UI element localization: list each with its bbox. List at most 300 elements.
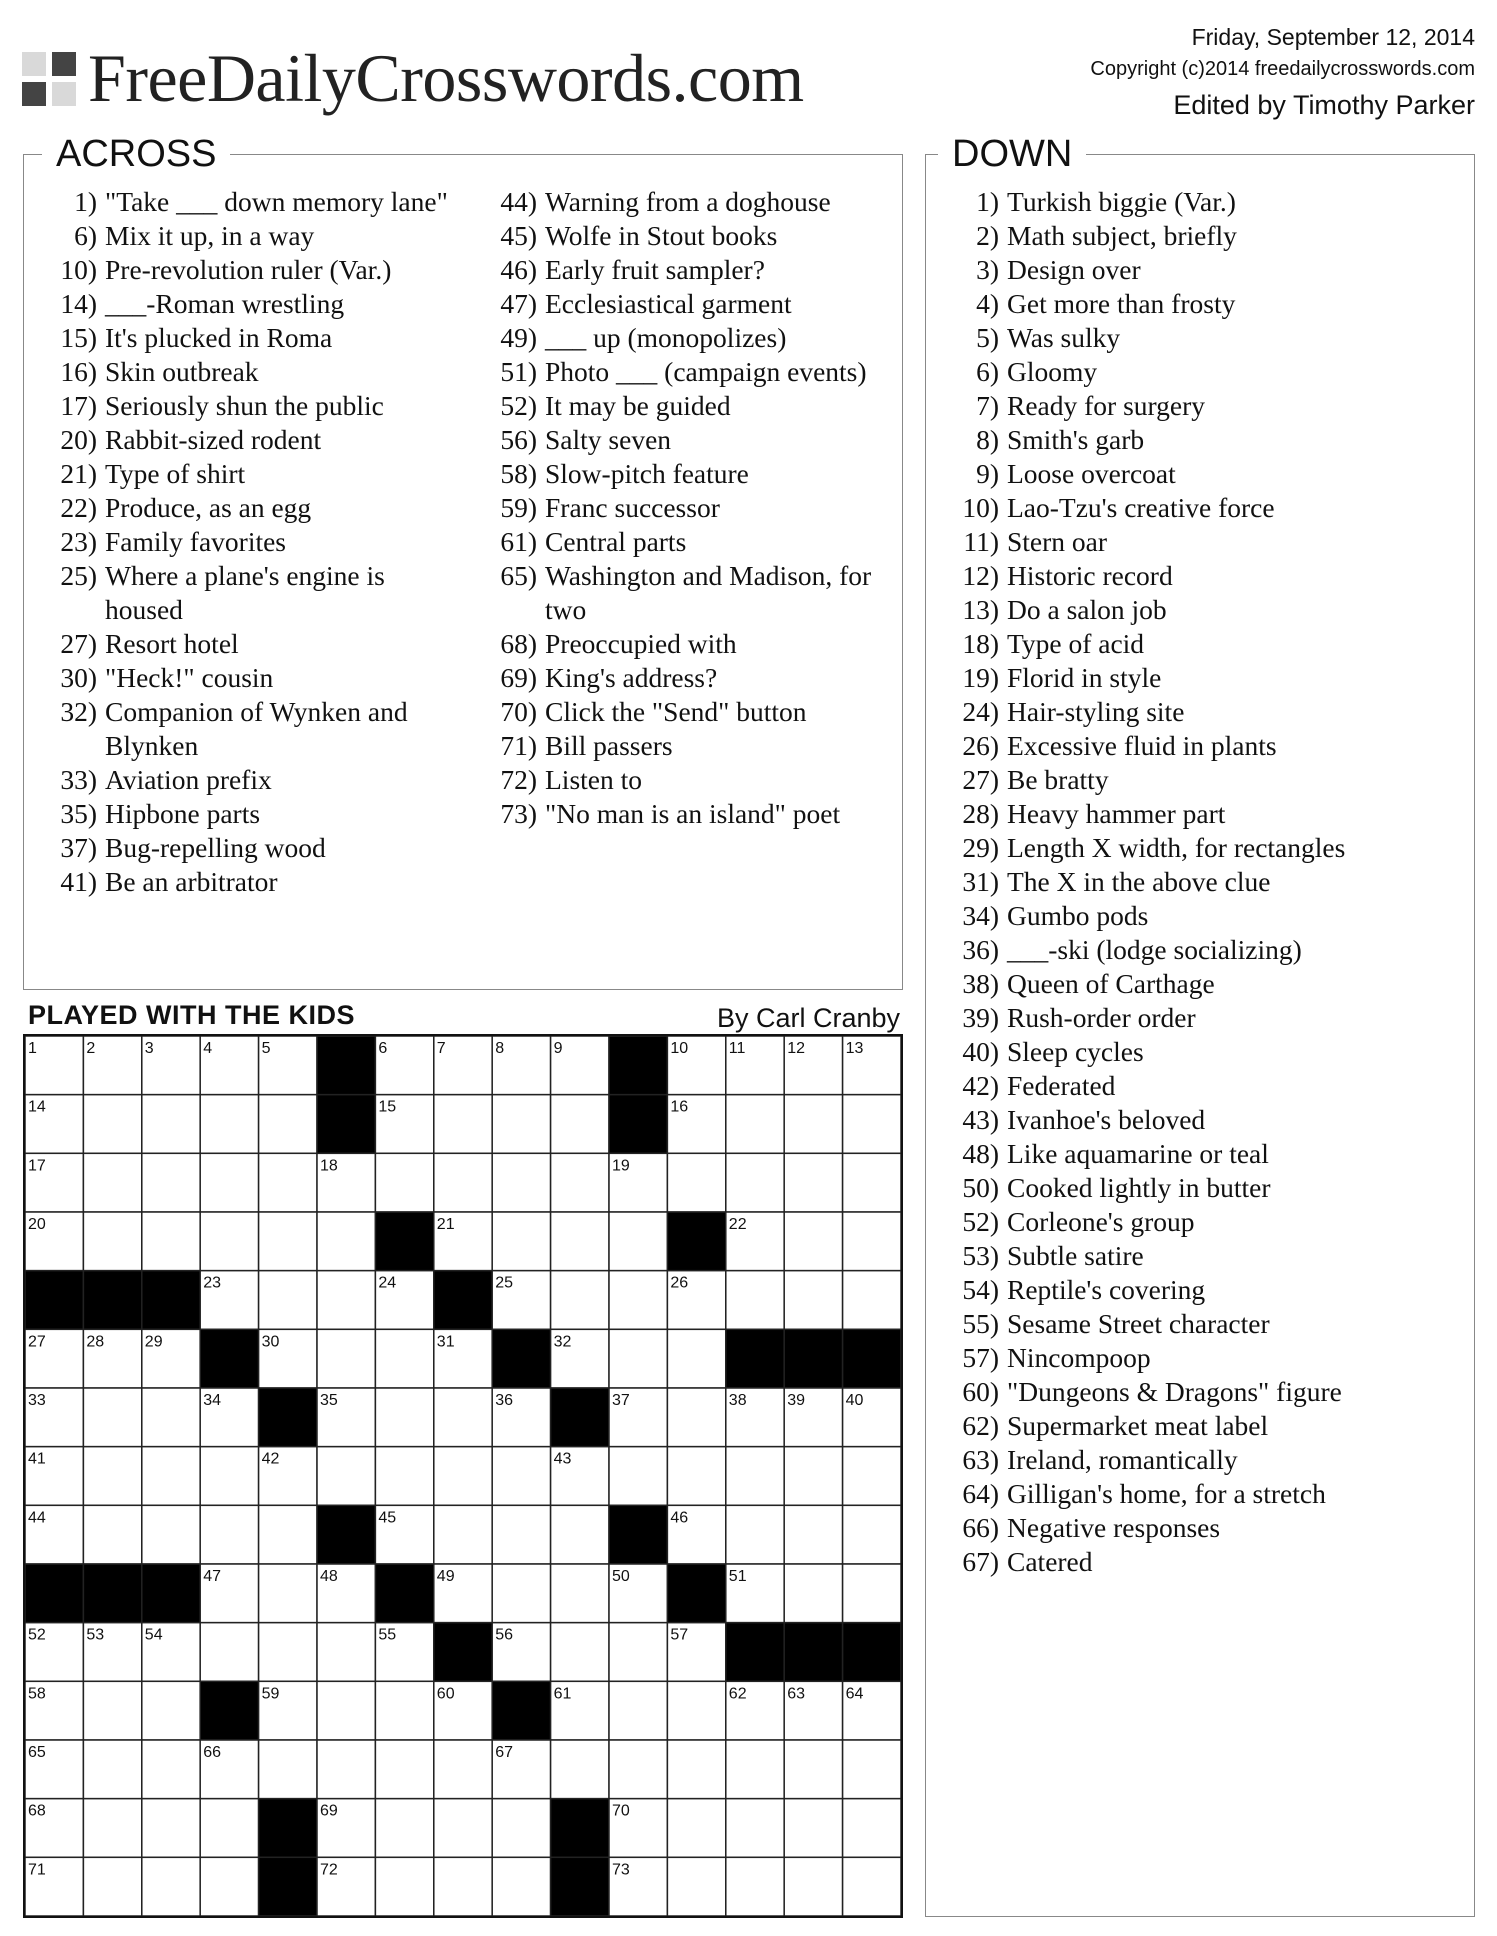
grid-cell[interactable]	[142, 1799, 200, 1858]
clue-number: 24)	[962, 696, 999, 727]
grid-cell[interactable]	[375, 1153, 433, 1212]
clue-number: 55)	[962, 1308, 999, 1339]
down-clue	[926, 525, 1471, 559]
black-square	[375, 1564, 433, 1623]
grid-cell[interactable]	[667, 1681, 725, 1740]
across-clue	[464, 287, 904, 321]
grid-cell[interactable]	[142, 1505, 200, 1564]
clue-number: 68)	[500, 628, 537, 659]
grid-cell[interactable]	[667, 1740, 725, 1799]
clue-text: Sesame Street character	[1007, 1308, 1270, 1339]
clue-number: 57)	[962, 1342, 999, 1373]
down-clue	[926, 1307, 1471, 1341]
cell-number: 43	[553, 1450, 572, 1468]
grid-cell[interactable]	[843, 1857, 901, 1916]
cell-number: 58	[28, 1685, 46, 1703]
clue-number: 69)	[500, 662, 537, 693]
grid-cell[interactable]	[317, 1329, 375, 1388]
puzzle-date: Friday, September 12, 2014	[1191, 24, 1475, 50]
clue-number: 2)	[976, 220, 999, 251]
grid-cell[interactable]	[434, 1388, 492, 1447]
clue-number: 33)	[60, 764, 97, 795]
cell-number: 36	[495, 1392, 513, 1409]
clue-number: 19)	[962, 662, 999, 693]
clue-number: 37)	[60, 832, 97, 863]
cell-number: 29	[144, 1333, 163, 1351]
clue-text: Federated	[1007, 1070, 1116, 1101]
black-square	[843, 1623, 901, 1682]
across-clue	[464, 797, 904, 831]
site-logo-icon	[22, 48, 82, 108]
across-clue	[24, 389, 464, 423]
editor-credit: Edited by Timothy Parker	[1173, 90, 1475, 120]
clue-text: Rabbit-sized rodent	[105, 424, 322, 455]
grid-cell[interactable]	[726, 1505, 784, 1564]
grid-cell[interactable]	[726, 1095, 784, 1154]
grid-cell[interactable]	[551, 1271, 609, 1330]
grid-cell[interactable]	[83, 1799, 141, 1858]
clue-number: 8)	[976, 424, 999, 455]
grid-cell[interactable]	[667, 1388, 725, 1447]
across-clue	[24, 661, 464, 695]
grid-cell[interactable]	[259, 1623, 317, 1682]
cell-number: 48	[320, 1568, 338, 1585]
grid-cell[interactable]	[667, 1329, 725, 1388]
grid-cell[interactable]	[726, 1799, 784, 1858]
across-clue	[464, 763, 904, 797]
grid-cell[interactable]	[434, 1505, 492, 1564]
grid-cell[interactable]	[142, 1447, 200, 1506]
cell-number: 51	[728, 1568, 747, 1585]
grid-cell[interactable]	[142, 1212, 200, 1271]
down-clue	[926, 1341, 1471, 1375]
grid-cell[interactable]	[551, 1153, 609, 1212]
grid-cell[interactable]	[843, 1095, 901, 1154]
cell-number: 25	[495, 1274, 513, 1292]
clue-text: Skin outbreak	[105, 356, 259, 387]
grid-cell[interactable]	[784, 1153, 842, 1212]
grid-cell[interactable]	[142, 1388, 200, 1447]
grid-cell[interactable]	[317, 1681, 375, 1740]
cell-number: 31	[436, 1333, 455, 1351]
grid-cell[interactable]	[200, 1799, 258, 1858]
grid-cell[interactable]	[200, 1095, 258, 1154]
black-square	[142, 1564, 200, 1623]
down-clue	[926, 185, 1471, 219]
grid-cell[interactable]	[434, 1857, 492, 1916]
grid-cell[interactable]	[551, 1623, 609, 1682]
down-clue	[926, 1511, 1471, 1545]
clue-text: Hipbone parts	[105, 798, 261, 829]
clue-number: 67)	[962, 1546, 999, 1577]
black-square	[726, 1623, 784, 1682]
grid-cell[interactable]	[609, 1271, 667, 1330]
grid-cell[interactable]	[726, 1153, 784, 1212]
down-clue	[926, 797, 1471, 831]
grid-cell[interactable]	[375, 1329, 433, 1388]
clue-text: Type of shirt	[105, 458, 246, 489]
grid-cell[interactable]	[609, 1447, 667, 1506]
clue-text: Turkish biggie (Var.)	[1007, 186, 1236, 217]
across-heading: ACROSS	[42, 129, 230, 179]
grid-cell[interactable]	[667, 1447, 725, 1506]
clue-number: 14)	[60, 288, 97, 319]
clue-text: Ready for surgery	[1007, 390, 1206, 421]
grid-cell[interactable]	[142, 1681, 200, 1740]
black-square	[83, 1564, 141, 1623]
down-clue	[926, 1137, 1471, 1171]
down-clue	[926, 729, 1471, 763]
cell-number: 16	[670, 1098, 689, 1116]
grid-cell[interactable]	[142, 1153, 200, 1212]
grid-cell[interactable]	[843, 1153, 901, 1212]
grid-cell[interactable]	[667, 1153, 725, 1212]
across-column-right	[464, 185, 904, 831]
grid-cell[interactable]	[784, 1857, 842, 1916]
grid-cell[interactable]	[259, 1153, 317, 1212]
grid-cell[interactable]	[492, 1857, 550, 1916]
grid-cell[interactable]	[317, 1740, 375, 1799]
clue-number: 70)	[500, 696, 537, 727]
cell-number: 40	[845, 1392, 864, 1409]
grid-cell[interactable]	[784, 1505, 842, 1564]
grid-cell[interactable]	[843, 1740, 901, 1799]
grid-cell[interactable]	[726, 1857, 784, 1916]
grid-cell[interactable]	[83, 1740, 141, 1799]
clue-text: "Heck!" cousin	[105, 662, 274, 693]
clue-text: Photo ___ (campaign events)	[545, 356, 867, 387]
grid-cell[interactable]	[843, 1212, 901, 1271]
grid-cell[interactable]	[83, 1447, 141, 1506]
clue-number: 49)	[500, 322, 537, 353]
clue-text: Stern oar	[1007, 526, 1108, 557]
grid-cell[interactable]	[609, 1329, 667, 1388]
across-clue	[24, 763, 464, 797]
grid-cell[interactable]	[784, 1799, 842, 1858]
grid-cell[interactable]	[726, 1271, 784, 1330]
clue-text: Salty seven	[545, 424, 672, 455]
grid-cell[interactable]	[843, 1505, 901, 1564]
grid-cell[interactable]	[200, 1153, 258, 1212]
clue-number: 9)	[976, 458, 999, 489]
grid-cell[interactable]	[200, 1447, 258, 1506]
clue-text: Ireland, romantically	[1007, 1444, 1238, 1475]
cell-number: 50	[612, 1568, 630, 1585]
black-square	[609, 1505, 667, 1564]
grid-cell[interactable]	[492, 1095, 550, 1154]
down-clue	[926, 1001, 1471, 1035]
grid-cell[interactable]	[259, 1095, 317, 1154]
grid-cell[interactable]	[726, 1447, 784, 1506]
grid-cell[interactable]	[200, 1505, 258, 1564]
grid-cell[interactable]	[843, 1564, 901, 1623]
across-clue	[24, 865, 464, 899]
clue-number: 44)	[500, 186, 537, 217]
clue-text: Corleone's group	[1007, 1206, 1195, 1237]
clue-text: Nincompoop	[1007, 1342, 1151, 1373]
grid-cell[interactable]	[375, 1857, 433, 1916]
cell-number: 9	[553, 1040, 563, 1057]
across-clue	[464, 423, 904, 457]
grid-cell[interactable]	[259, 1740, 317, 1799]
grid-cell[interactable]	[492, 1505, 550, 1564]
grid-cell[interactable]	[784, 1095, 842, 1154]
clue-text: Family favorites	[105, 526, 287, 557]
puzzle-title: PLAYED WITH THE KIDS	[28, 1000, 356, 1030]
clue-number: 56)	[500, 424, 537, 455]
across-clue	[464, 559, 904, 627]
grid-cell[interactable]	[200, 1212, 258, 1271]
across-clue	[24, 219, 464, 253]
clue-text: Mix it up, in a way	[105, 220, 315, 251]
across-clue	[24, 253, 464, 287]
clue-text: Supermarket meat label	[1007, 1410, 1269, 1441]
clue-number: 25)	[60, 560, 97, 591]
grid-cell[interactable]	[317, 1623, 375, 1682]
across-clue	[464, 695, 904, 729]
clue-number: 51)	[500, 356, 537, 387]
down-clue	[926, 933, 1471, 967]
grid-cell[interactable]	[784, 1564, 842, 1623]
puzzle-author: By Carl Cranby	[716, 1003, 900, 1033]
down-clue	[926, 423, 1471, 457]
cell-number: 1	[28, 1040, 37, 1057]
clue-number: 6)	[74, 220, 97, 251]
grid-cell[interactable]	[83, 1505, 141, 1564]
clue-number: 60)	[962, 1376, 999, 1407]
clue-text: Subtle satire	[1007, 1240, 1144, 1271]
grid-cell[interactable]	[726, 1740, 784, 1799]
across-clue	[24, 559, 464, 627]
grid-cell[interactable]	[200, 1623, 258, 1682]
clue-number: 3)	[976, 254, 999, 285]
grid-cell[interactable]	[83, 1095, 141, 1154]
grid-cell[interactable]	[609, 1212, 667, 1271]
clue-text: Central parts	[545, 526, 687, 557]
clue-text: Length X width, for rectangles	[1007, 832, 1346, 863]
grid-cell[interactable]	[200, 1857, 258, 1916]
grid-cell[interactable]	[375, 1447, 433, 1506]
cell-number: 45	[378, 1509, 397, 1527]
down-clue	[926, 967, 1471, 1001]
across-clue	[464, 627, 904, 661]
grid-cell[interactable]	[83, 1388, 141, 1447]
grid-cell[interactable]	[492, 1799, 550, 1858]
down-clue	[926, 1409, 1471, 1443]
grid-cell[interactable]	[551, 1095, 609, 1154]
clue-number: 50)	[962, 1172, 999, 1203]
grid-cell[interactable]	[375, 1799, 433, 1858]
black-square	[317, 1036, 375, 1095]
grid-cell[interactable]	[142, 1740, 200, 1799]
grid-cell[interactable]	[492, 1153, 550, 1212]
cell-number: 57	[670, 1626, 689, 1644]
grid-cell[interactable]	[551, 1212, 609, 1271]
clue-number: 27)	[962, 764, 999, 795]
grid-cell[interactable]	[434, 1095, 492, 1154]
clue-text: Early fruit sampler?	[545, 254, 765, 285]
grid-cell[interactable]	[784, 1740, 842, 1799]
cell-number: 66	[203, 1744, 221, 1761]
across-clue	[464, 729, 904, 763]
grid-cell[interactable]	[667, 1857, 725, 1916]
clue-number: 45)	[500, 220, 537, 251]
clue-text: "Take ___ down memory lane"	[105, 186, 448, 217]
clue-number: 59)	[500, 492, 537, 523]
down-clue	[926, 899, 1471, 933]
across-clue	[24, 423, 464, 457]
cell-number: 6	[378, 1040, 388, 1057]
cell-number: 69	[320, 1802, 338, 1820]
across-clue	[464, 525, 904, 559]
grid-cell[interactable]	[142, 1857, 200, 1916]
grid-cell[interactable]	[609, 1740, 667, 1799]
clue-number: 1)	[976, 186, 999, 217]
grid-cell[interactable]	[375, 1388, 433, 1447]
grid-cell[interactable]	[83, 1681, 141, 1740]
grid-cell[interactable]	[784, 1447, 842, 1506]
across-clue	[464, 355, 904, 389]
cell-number: 65	[28, 1744, 46, 1761]
cell-number: 20	[28, 1216, 46, 1233]
clue-number: 35)	[60, 798, 97, 829]
cell-number: 46	[670, 1509, 689, 1527]
grid-canvas	[25, 1036, 901, 1916]
grid-cell[interactable]	[83, 1857, 141, 1916]
grid-cell[interactable]	[492, 1564, 550, 1623]
across-clue	[24, 525, 464, 559]
clue-number: 43)	[962, 1104, 999, 1135]
grid-cell[interactable]	[434, 1799, 492, 1858]
grid-cell[interactable]	[843, 1447, 901, 1506]
crossword-grid	[23, 1034, 903, 1918]
clue-text: Florid in style	[1007, 662, 1162, 693]
clue-text: Like aquamarine or teal	[1007, 1138, 1269, 1169]
clue-text: Produce, as an egg	[105, 492, 312, 523]
black-square	[843, 1329, 901, 1388]
cell-number: 21	[436, 1216, 455, 1233]
clue-text: Lao-Tzu's creative force	[1007, 492, 1275, 523]
clue-text: Design over	[1007, 254, 1141, 285]
cell-number: 26	[670, 1274, 689, 1292]
grid-cell[interactable]	[83, 1212, 141, 1271]
across-clue	[24, 355, 464, 389]
clue-text: Warning from a doghouse	[545, 186, 831, 217]
down-clue	[926, 559, 1471, 593]
grid-cell[interactable]	[843, 1271, 901, 1330]
cell-number: 18	[320, 1157, 338, 1175]
cell-number: 28	[86, 1333, 105, 1351]
clue-text: Gilligan's home, for a stretch	[1007, 1478, 1326, 1509]
cell-number: 34	[203, 1392, 221, 1409]
clue-number: 20)	[60, 424, 97, 455]
clue-text: Catered	[1007, 1546, 1093, 1577]
grid-cell[interactable]	[551, 1505, 609, 1564]
grid-cell[interactable]	[492, 1212, 550, 1271]
grid-cell[interactable]	[609, 1623, 667, 1682]
grid-cell[interactable]	[551, 1740, 609, 1799]
across-clues-panel	[23, 133, 903, 990]
grid-cell[interactable]	[434, 1447, 492, 1506]
black-square	[83, 1271, 141, 1330]
grid-cell[interactable]	[492, 1447, 550, 1506]
cell-number: 22	[728, 1216, 747, 1233]
grid-cell[interactable]	[375, 1681, 433, 1740]
black-square	[551, 1857, 609, 1916]
across-clue	[464, 491, 904, 525]
cell-number: 55	[378, 1626, 397, 1644]
across-column-left	[24, 185, 464, 899]
grid-cell[interactable]	[784, 1271, 842, 1330]
down-clue	[926, 321, 1471, 355]
clue-number: 30)	[60, 662, 97, 693]
cell-number: 44	[28, 1509, 46, 1527]
grid-cell[interactable]	[259, 1271, 317, 1330]
grid-cell[interactable]	[843, 1799, 901, 1858]
grid-cell[interactable]	[551, 1564, 609, 1623]
clue-number: 52)	[962, 1206, 999, 1237]
black-square	[434, 1623, 492, 1682]
cell-number: 17	[28, 1157, 46, 1175]
black-square	[259, 1799, 317, 1858]
clue-number: 46)	[500, 254, 537, 285]
clue-number: 41)	[60, 866, 97, 897]
grid-cell[interactable]	[317, 1212, 375, 1271]
grid-cell[interactable]	[434, 1153, 492, 1212]
across-clue	[24, 321, 464, 355]
grid-cell[interactable]	[317, 1271, 375, 1330]
clue-text: ___ up (monopolizes)	[545, 322, 787, 353]
cell-number: 72	[320, 1861, 338, 1879]
down-clue	[926, 1239, 1471, 1273]
grid-cell[interactable]	[259, 1212, 317, 1271]
clue-number: 61)	[500, 526, 537, 557]
black-square	[784, 1329, 842, 1388]
grid-cell[interactable]	[317, 1447, 375, 1506]
grid-cell[interactable]	[784, 1212, 842, 1271]
grid-cell[interactable]	[259, 1564, 317, 1623]
down-clues-panel	[925, 133, 1475, 1917]
black-square	[259, 1857, 317, 1916]
clue-text: Ivanhoe's beloved	[1007, 1104, 1206, 1135]
grid-cell[interactable]	[434, 1740, 492, 1799]
down-clue	[926, 355, 1471, 389]
across-clue	[464, 253, 904, 287]
clue-number: 18)	[962, 628, 999, 659]
clue-number: 38)	[962, 968, 999, 999]
black-square	[25, 1564, 83, 1623]
clue-number: 42)	[962, 1070, 999, 1101]
cell-number: 61	[553, 1685, 572, 1703]
cell-number: 60	[436, 1685, 455, 1703]
clue-number: 66)	[962, 1512, 999, 1543]
grid-cell[interactable]	[667, 1799, 725, 1858]
cell-number: 73	[612, 1861, 630, 1879]
grid-cell[interactable]	[142, 1095, 200, 1154]
grid-cell[interactable]	[375, 1740, 433, 1799]
grid-cell[interactable]	[259, 1505, 317, 1564]
cell-number: 63	[787, 1685, 805, 1703]
grid-cell[interactable]	[83, 1153, 141, 1212]
cell-number: 33	[28, 1392, 46, 1409]
cell-number: 12	[787, 1040, 805, 1057]
grid-cell[interactable]	[609, 1681, 667, 1740]
clue-text: Aviation prefix	[105, 764, 272, 795]
black-square	[434, 1271, 492, 1330]
clue-number: 72)	[500, 764, 537, 795]
cell-number: 13	[845, 1040, 864, 1057]
down-clue	[926, 219, 1471, 253]
